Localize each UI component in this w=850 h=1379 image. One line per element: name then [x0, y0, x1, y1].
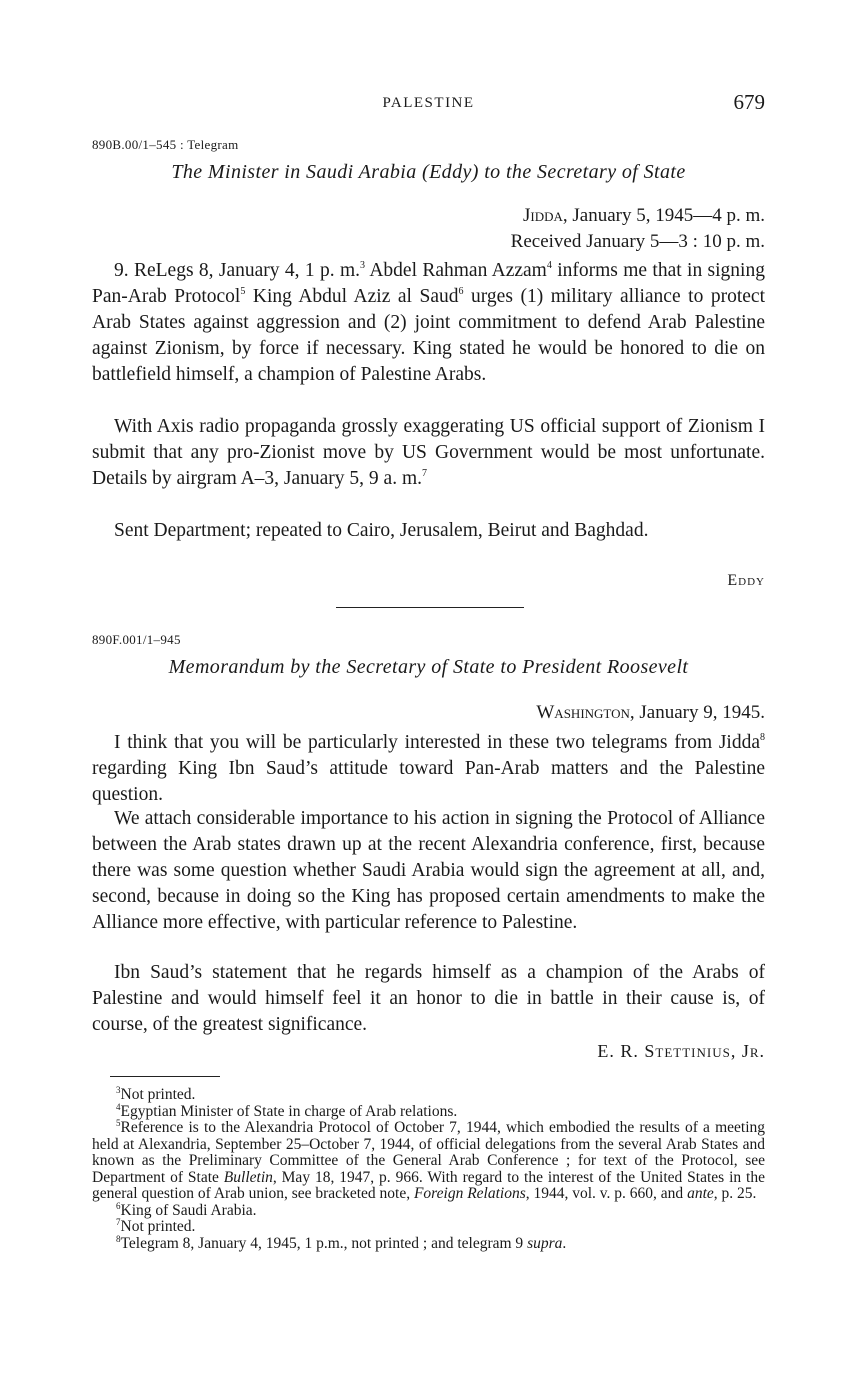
doc2-title: Memorandum by the Secretary of State to President Roosevelt — [168, 656, 689, 678]
footnote-text: Egyptian Minister of State in charge of Arab relations. — [120, 1102, 458, 1120]
footnote-text: Not printed. — [120, 1218, 196, 1235]
doc1-date-received: Received January 5—3 : 10 p. m. — [510, 231, 765, 252]
text-run: I think that you will be particularly interested in these two telegrams from Jidda — [114, 732, 760, 753]
doc1-signature: Eddy — [727, 572, 765, 589]
doc1-title: The Minister in Saudi Arabia (Eddy) to the Secretary of State — [171, 161, 686, 183]
doc2-date: , January 9, 1945. — [629, 702, 765, 723]
text-run: Abdel Rahman Azzam — [365, 260, 547, 281]
footnote-8 — [92, 1233, 765, 1253]
footnote-text: , p. 25. — [713, 1185, 757, 1202]
running-header — [92, 90, 765, 118]
footnote-number: 6 — [116, 1200, 121, 1211]
doc2-paragraph-3: Ibn Saud’s statement that he regards himself as a champion of the Arabs of Palestine and would himself feel it an honor to die in battle in their cause is, of course, of the greatest significance. — [92, 962, 765, 1035]
footnote-7 — [92, 1219, 765, 1236]
footnote-text: Reference is to the Alexandria Protocol of October 7, 1944, which embodied the results of a meeting held at Alexandria, September 25–October 7, 1944, of official delegations from the several Arab States and known as the Preliminary Committee of the General Arab Conference ; for text of the Protocol, see Department of State — [92, 1119, 765, 1186]
footnote-6 — [92, 1200, 765, 1220]
footnote-ref-7[interactable]: 7 — [422, 468, 427, 479]
doc1-place: Jidda — [522, 205, 563, 226]
text-run: 9. ReLegs 8, January 4, 1 p. m. — [114, 260, 361, 281]
doc2-place: Washington — [536, 702, 630, 723]
footnote-text: King of Saudi Arabia. — [120, 1201, 257, 1219]
footnote-ref-6[interactable]: 6 — [458, 286, 464, 297]
doc1-dateline — [511, 203, 765, 255]
text-run: urges (1) military alliance to protect Arab States against aggression and (2) joint commitment to defend Arab Palestine against Zionism, by force if necessary. King stated he would be honored to die on battlefield himself, a champion of Palestine Arabs. — [92, 286, 765, 385]
footnote-number: 5 — [116, 1118, 121, 1128]
doc1-sent-time: , January 5, 1945—4 p. m. — [562, 205, 765, 226]
text-run: regarding King Ibn Saud’s attitude toward Pan-Arab matters and the Palestine question. — [92, 758, 765, 805]
text-run: informs me that in signing Pan-Arab Protocol — [92, 260, 765, 307]
doc1-date-sent — [511, 203, 765, 229]
footnote-3 — [92, 1087, 765, 1104]
footnote-text: , 1944, vol. v. p. 660, and — [525, 1185, 688, 1202]
footnote-number: 4 — [116, 1101, 121, 1112]
footnote-text: Telegram 8, January 4, 1945, 1 p.m., not printed ; and telegram 9 — [120, 1234, 528, 1252]
footnote-italic: ante — [687, 1185, 714, 1202]
footnote-number: 7 — [116, 1217, 121, 1227]
footnote-number: 8 — [116, 1233, 121, 1244]
footnote-text: , May 18, 1947, p. 966. With regard to the interest of the United States in the general question of Arab union, see bracketed note, — [92, 1168, 765, 1202]
text-run: King Abdul Aziz al Saud — [245, 286, 459, 307]
doc2-signature: E. R. Stettinius, Jr. — [597, 1041, 765, 1061]
text-run: With Axis radio propaganda grossly exaggerating US official support of Zionism I submit that any pro-Zionist move by US Government would be most unfortunate. Details by airgram A–3, January 5, 9 a. m. — [92, 416, 765, 489]
doc1-paragraph-2 — [92, 414, 765, 492]
footnote-ref-8[interactable]: 8 — [760, 732, 765, 743]
footnote-text: . — [562, 1234, 567, 1252]
footnote-ref-3[interactable]: 3 — [360, 260, 366, 271]
footnote-text: Not printed. — [120, 1086, 196, 1103]
running-title: PALESTINE — [382, 95, 475, 111]
doc2-dateline — [536, 700, 765, 726]
doc1-paragraph-3: Sent Department; repeated to Cairo, Jerusalem, Beirut and Baghdad. — [114, 520, 649, 541]
doc1-paragraph-1 — [92, 258, 765, 388]
footnote-ref-5[interactable]: 5 — [240, 286, 246, 297]
footnote-italic: Foreign Relations — [413, 1185, 526, 1202]
footnote-4 — [92, 1101, 765, 1121]
doc2-paragraph-1 — [92, 730, 765, 808]
footnote-ref-4[interactable]: 4 — [546, 260, 552, 271]
footnote-list — [92, 1087, 765, 1252]
section-divider — [336, 607, 524, 608]
footnote-5 — [92, 1120, 765, 1203]
page-number: 679 — [733, 90, 765, 114]
footnote-divider — [110, 1076, 220, 1077]
footnote-italic: supra — [527, 1234, 563, 1252]
doc2-file-number: 890F.001/1–945 — [92, 632, 181, 647]
footnote-number: 3 — [116, 1085, 121, 1095]
doc1-file-number: 890B.00/1–545 : Telegram — [92, 137, 239, 152]
doc2-paragraph-2: We attach considerable importance to his action in signing the Protocol of Alliance between the Arab states drawn up at the recent Alexandria conference, first, because there was some question whether Saudi Arabia would sign the agreement at all, and, second, because in doing so the King has proposed certain amendments to make the Alliance more effective, with particular reference to Palestine. — [92, 808, 765, 933]
footnote-italic: Bulletin — [223, 1168, 273, 1186]
